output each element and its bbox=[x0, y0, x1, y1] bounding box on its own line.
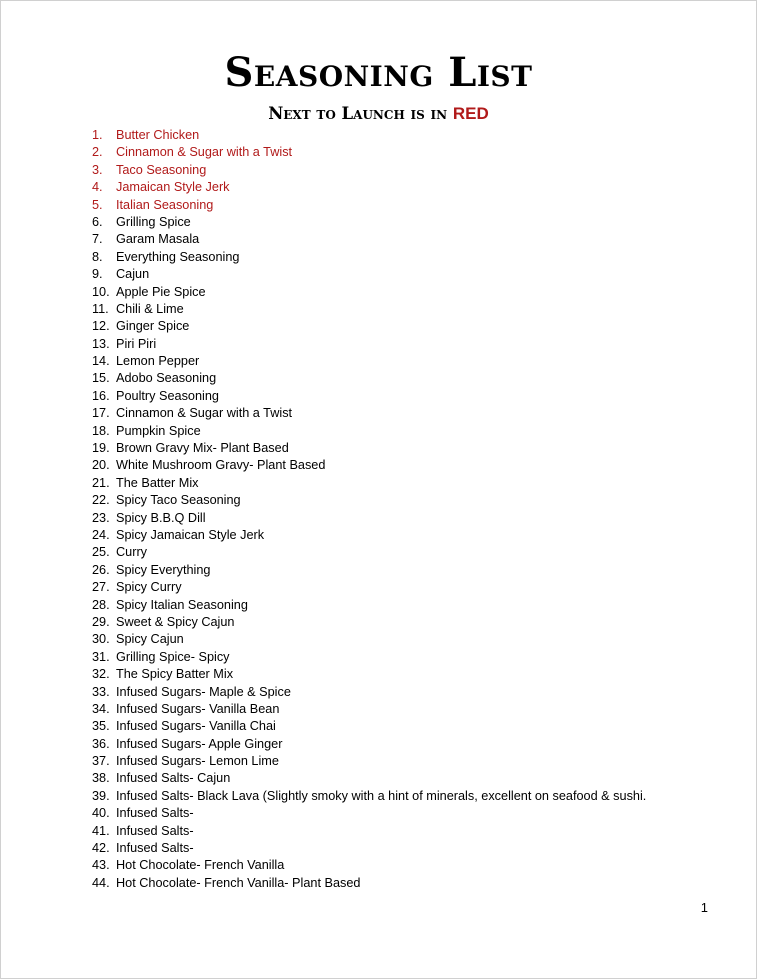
list-item bbox=[92, 197, 646, 214]
list-item-label: Taco Seasoning bbox=[116, 162, 207, 177]
list-item-number: 9. bbox=[92, 267, 103, 282]
list-item-number: 14. bbox=[92, 354, 110, 369]
list-item-number: 18. bbox=[92, 423, 110, 438]
list-item bbox=[92, 266, 646, 283]
list-item-number: 17. bbox=[92, 406, 110, 421]
list-item-label: Hot Chocolate- French Vanilla bbox=[116, 858, 285, 873]
list-item-number: 2. bbox=[92, 145, 103, 160]
list-item-number: 12. bbox=[92, 319, 110, 334]
list-item-label: Infused Sugars- Vanilla Bean bbox=[116, 701, 280, 716]
list-item-number: 13. bbox=[92, 336, 110, 351]
list-item-label: Infused Salts- bbox=[116, 823, 194, 838]
list-item-label: Cinnamon & Sugar with a Twist bbox=[116, 145, 293, 160]
list-item bbox=[92, 597, 646, 614]
subtitle-text: Next to Launch is in bbox=[268, 104, 453, 123]
list-item-label: Piri Piri bbox=[116, 336, 157, 351]
subtitle-highlight: RED bbox=[452, 104, 489, 123]
list-item-number: 23. bbox=[92, 510, 110, 525]
list-item bbox=[92, 736, 646, 753]
list-item-label: Cajun bbox=[116, 267, 150, 282]
list-item bbox=[92, 684, 646, 701]
list-item-number: 32. bbox=[92, 667, 110, 682]
list-item-number: 31. bbox=[92, 649, 110, 664]
list-item-label: Infused Salts- bbox=[116, 806, 194, 821]
list-item-number: 19. bbox=[92, 441, 110, 456]
list-item bbox=[92, 457, 646, 474]
list-item-number: 26. bbox=[92, 562, 110, 577]
list-item-number: 35. bbox=[92, 719, 110, 734]
list-item bbox=[92, 579, 646, 596]
list-item bbox=[92, 840, 646, 857]
list-item bbox=[92, 718, 646, 735]
list-item bbox=[92, 510, 646, 527]
list-item-label: Pumpkin Spice bbox=[116, 423, 201, 438]
list-item-label: Lemon Pepper bbox=[116, 354, 200, 369]
list-item bbox=[92, 405, 646, 422]
list-item bbox=[92, 353, 646, 370]
list-item-label: Infused Sugars- Vanilla Chai bbox=[116, 719, 276, 734]
list-item-number: 27. bbox=[92, 580, 110, 595]
list-item-number: 5. bbox=[92, 197, 103, 212]
list-item-number: 8. bbox=[92, 249, 103, 264]
seasoning-list bbox=[92, 127, 646, 892]
list-item-label: Infused Sugars- Apple Ginger bbox=[116, 736, 283, 751]
list-item bbox=[92, 231, 646, 248]
list-item-number: 15. bbox=[92, 371, 110, 386]
list-item bbox=[92, 162, 646, 179]
list-item bbox=[92, 388, 646, 405]
list-item-number: 29. bbox=[92, 614, 110, 629]
list-item-label: Apple Pie Spice bbox=[116, 284, 206, 299]
list-item-number: 33. bbox=[92, 684, 110, 699]
list-item bbox=[92, 527, 646, 544]
list-item bbox=[92, 875, 646, 892]
list-item bbox=[92, 544, 646, 561]
list-item-label: Spicy Italian Seasoning bbox=[116, 597, 248, 612]
list-item-label: Adobo Seasoning bbox=[116, 371, 217, 386]
list-item-number: 3. bbox=[92, 162, 103, 177]
list-item-number: 4. bbox=[92, 180, 103, 195]
list-item-number: 24. bbox=[92, 527, 110, 542]
list-item-number: 41. bbox=[92, 823, 110, 838]
list-item-label: Spicy Curry bbox=[116, 580, 182, 595]
list-item-label: Infused Salts- Cajun bbox=[116, 771, 231, 786]
list-item bbox=[92, 249, 646, 266]
page-title: Seasoning List bbox=[224, 49, 533, 96]
list-item-number: 20. bbox=[92, 458, 110, 473]
list-item-label: Sweet & Spicy Cajun bbox=[116, 614, 235, 629]
list-item bbox=[92, 823, 646, 840]
page-number: 1 bbox=[700, 900, 708, 915]
list-item-number: 7. bbox=[92, 232, 103, 247]
list-item bbox=[92, 753, 646, 770]
list-item-number: 40. bbox=[92, 806, 110, 821]
list-item bbox=[92, 649, 646, 666]
list-item bbox=[92, 440, 646, 457]
list-item-number: 44. bbox=[92, 875, 110, 890]
list-item-label: Chili & Lime bbox=[116, 301, 184, 316]
list-item-label: Brown Gravy Mix- Plant Based bbox=[116, 441, 289, 456]
list-item-label: Grilling Spice- Spicy bbox=[116, 649, 230, 664]
page-subtitle bbox=[1, 102, 756, 126]
list-item bbox=[92, 370, 646, 387]
list-item-number: 30. bbox=[92, 632, 110, 647]
list-item-label: Butter Chicken bbox=[116, 128, 200, 142]
list-item bbox=[92, 614, 646, 631]
list-item-label: Spicy Everything bbox=[116, 562, 211, 577]
list-item bbox=[92, 788, 646, 805]
list-item bbox=[92, 127, 646, 144]
list-item bbox=[92, 423, 646, 440]
list-item-label: Ginger Spice bbox=[116, 319, 190, 334]
list-item-number: 25. bbox=[92, 545, 110, 560]
list-item-number: 34. bbox=[92, 701, 110, 716]
list-item-label: Infused Salts- bbox=[116, 841, 194, 856]
list-item-label: Jamaican Style Jerk bbox=[116, 180, 230, 195]
list-item bbox=[92, 631, 646, 648]
list-item bbox=[92, 144, 646, 161]
list-item bbox=[92, 475, 646, 492]
list-item bbox=[92, 770, 646, 787]
list-item-number: 43. bbox=[92, 858, 110, 873]
list-item-label: The Spicy Batter Mix bbox=[116, 667, 234, 682]
list-item-number: 37. bbox=[92, 754, 110, 769]
list-item bbox=[92, 701, 646, 718]
list-item-number: 16. bbox=[92, 388, 110, 403]
list-item-label: Infused Sugars- Maple & Spice bbox=[116, 684, 291, 699]
list-item-label: Spicy Cajun bbox=[116, 632, 184, 647]
list-item-label: Italian Seasoning bbox=[116, 197, 214, 212]
list-item-number: 38. bbox=[92, 771, 110, 786]
list-item-label: Infused Salts- Black Lava (Slightly smoky with a hint of minerals, excellent on seafood & sushi. bbox=[116, 788, 647, 803]
list-item-number: 42. bbox=[92, 841, 110, 856]
list-item bbox=[92, 857, 646, 874]
list-item-label: Cinnamon & Sugar with a Twist bbox=[116, 406, 293, 421]
list-item-label: The Batter Mix bbox=[116, 475, 199, 490]
list-item-label: White Mushroom Gravy- Plant Based bbox=[116, 458, 326, 473]
list-item-label: Everything Seasoning bbox=[116, 249, 240, 264]
list-item bbox=[92, 301, 646, 318]
list-item bbox=[92, 336, 646, 353]
list-item-label: Curry bbox=[116, 545, 148, 560]
list-item-number: 10. bbox=[92, 284, 110, 299]
list-item bbox=[92, 284, 646, 301]
list-item bbox=[92, 562, 646, 579]
list-item bbox=[92, 214, 646, 231]
list-item-number: 39. bbox=[92, 788, 110, 803]
list-item-label: Poultry Seasoning bbox=[116, 388, 219, 403]
list-item bbox=[92, 666, 646, 683]
list-item-number: 21. bbox=[92, 475, 110, 490]
list-item-number: 1. bbox=[92, 128, 103, 142]
list-item-label: Garam Masala bbox=[116, 232, 200, 247]
list-item bbox=[92, 805, 646, 822]
list-item-label: Spicy B.B.Q Dill bbox=[116, 510, 206, 525]
list-item-number: 36. bbox=[92, 736, 110, 751]
list-item-number: 28. bbox=[92, 597, 110, 612]
list-item bbox=[92, 492, 646, 509]
list-item-label: Hot Chocolate- French Vanilla- Plant Based bbox=[116, 875, 361, 890]
list-item bbox=[92, 179, 646, 196]
list-item-number: 11. bbox=[92, 301, 109, 316]
list-item-label: Spicy Taco Seasoning bbox=[116, 493, 241, 508]
list-item-label: Grilling Spice bbox=[116, 214, 191, 229]
list-item-label: Infused Sugars- Lemon Lime bbox=[116, 754, 279, 769]
list-item-number: 6. bbox=[92, 214, 103, 229]
list-item-label: Spicy Jamaican Style Jerk bbox=[116, 527, 265, 542]
list-item bbox=[92, 318, 646, 335]
list-item-number: 22. bbox=[92, 493, 110, 508]
